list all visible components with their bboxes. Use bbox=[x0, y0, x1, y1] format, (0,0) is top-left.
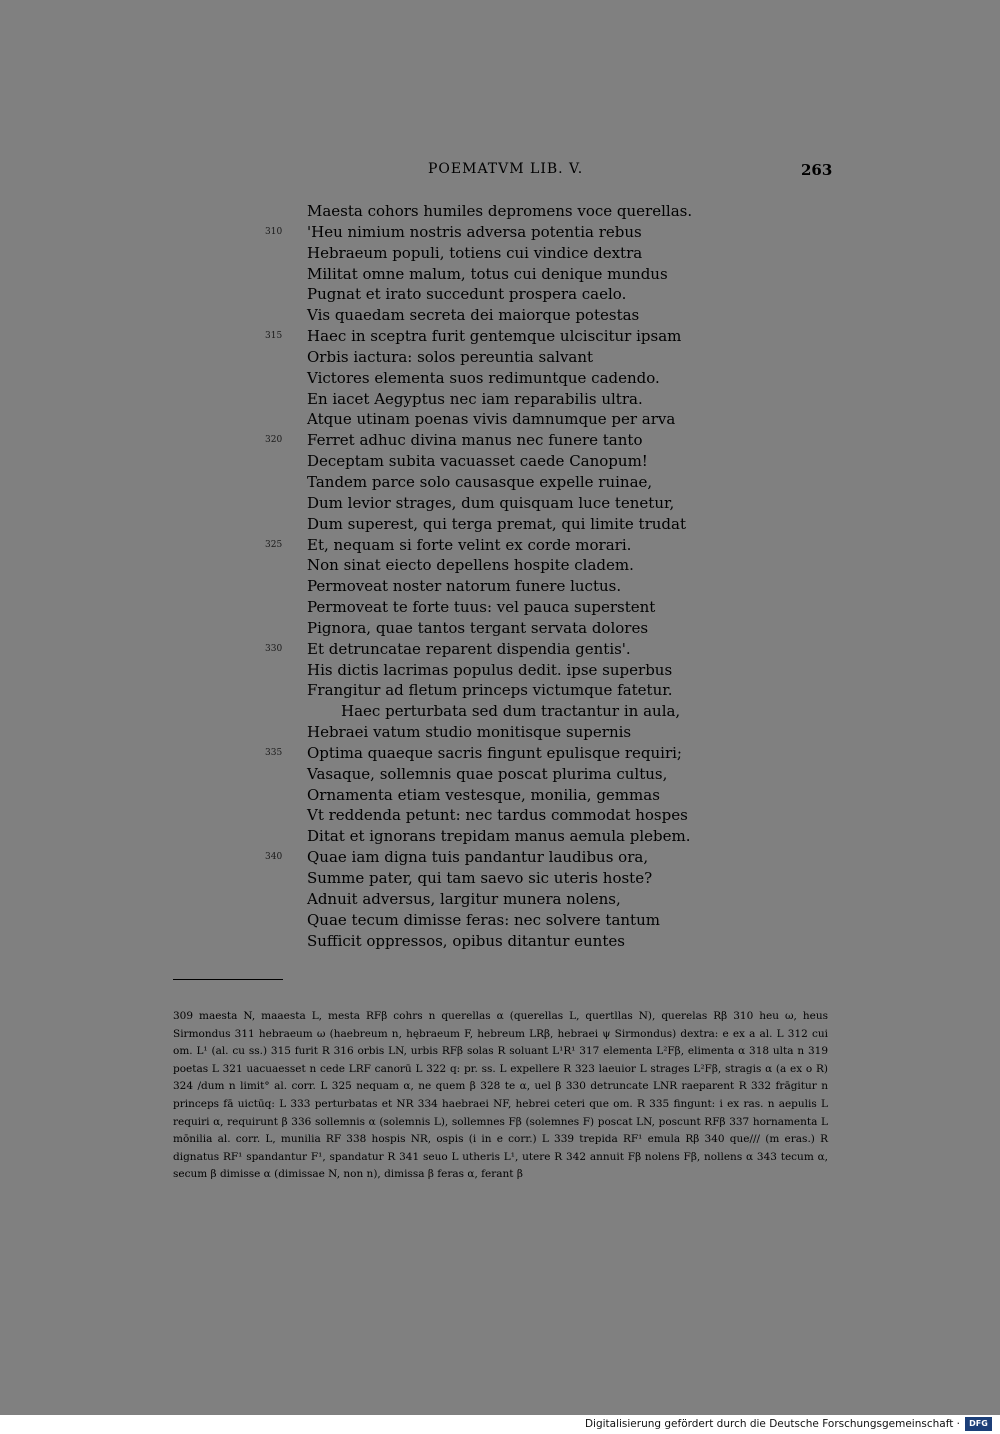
verse-line bbox=[307, 931, 727, 952]
verse-line bbox=[307, 472, 727, 493]
verse-line bbox=[307, 493, 727, 514]
line-number: 330 bbox=[265, 643, 283, 654]
verse-text: Quae iam digna tuis pandantur laudibus ora, bbox=[307, 848, 649, 867]
line-number: 315 bbox=[265, 331, 283, 342]
verse-line bbox=[307, 201, 727, 222]
verse-line bbox=[265, 743, 727, 764]
verse-line bbox=[265, 639, 727, 660]
verse-line bbox=[307, 826, 727, 847]
verse-line bbox=[307, 514, 727, 535]
verse-line bbox=[307, 305, 727, 326]
verse-text: Non sinat eiecto depellens hospite cladem. bbox=[307, 556, 634, 575]
verse-line bbox=[307, 264, 727, 285]
verse-text: En iacet Aegyptus nec iam reparabilis ultra. bbox=[307, 389, 643, 408]
verse-text: Ferret adhuc divina manus nec funere tanto bbox=[307, 431, 643, 450]
verse-line bbox=[307, 868, 727, 889]
verse-line bbox=[307, 618, 727, 639]
verse-line bbox=[307, 889, 727, 910]
verse-line bbox=[307, 243, 727, 264]
verse-text: Deceptam subita vacuasset caede Canopum! bbox=[307, 452, 648, 471]
verse-text: Et, nequam si forte velint ex corde morari. bbox=[307, 535, 632, 554]
credit-text: Digitalisierung gefördert durch die Deutsche Forschungsgemeinschaft · bbox=[584, 1418, 960, 1430]
verse-line bbox=[265, 222, 727, 243]
verse-text: Orbis iactura: solos pereuntia salvant bbox=[307, 347, 594, 366]
verse-line bbox=[307, 660, 727, 681]
verse-text: Vt reddenda petunt: nec tardus commodat hospes bbox=[307, 806, 688, 825]
verse-text: Pignora, quae tantos tergant servata dolores bbox=[307, 618, 649, 637]
page-number: 263 bbox=[801, 161, 833, 179]
verse-text: Dum levior strages, dum quisquam luce tenetur, bbox=[307, 493, 675, 512]
verse-text: Frangitur ad fletum princeps victumque fatetur. bbox=[307, 681, 673, 700]
verse-block bbox=[265, 201, 727, 951]
verse-line bbox=[307, 389, 727, 410]
verse-line bbox=[307, 597, 727, 618]
verse-text: Hebraeum populi, totiens cui vindice dextra bbox=[307, 243, 643, 262]
verse-text: Summe pater, qui tam saevo sic uteris hoste? bbox=[307, 869, 653, 887]
verse-text: Adnuit adversus, largitur munera nolens, bbox=[307, 889, 621, 908]
verse-line bbox=[307, 722, 727, 743]
verse-text: Tandem parce solo causasque expelle ruinae, bbox=[307, 472, 653, 491]
verse-line bbox=[307, 910, 727, 931]
verse-text: Ditat et ignorans trepidam manus aemula plebem. bbox=[307, 827, 691, 846]
line-number: 335 bbox=[265, 747, 283, 758]
verse-line bbox=[265, 847, 727, 868]
verse-line bbox=[265, 430, 727, 451]
verse-text: Haec perturbata sed dum tractantur in aula, bbox=[341, 702, 681, 721]
verse-line bbox=[307, 284, 727, 305]
credit-bar bbox=[0, 1415, 1000, 1434]
dfg-logo: DFG bbox=[965, 1417, 992, 1431]
verse-text: His dictis lacrimas populus dedit. ipse superbus bbox=[307, 660, 673, 679]
verse-line bbox=[307, 451, 727, 472]
critical-apparatus: 309 maesta N, maaesta L, mesta RFβ cohrs n querellas α (querellas L, quertllas N), querelas Rβ 310 heu ω, heus Sirmondus 311 hebraeum ω (haebreum n, hębraeum F, hebreum LRβ, hebraei ψ Sirmondus) dextra: e ex a al. L 312 cui om. L¹ (al. cu ss.) 315 furit R 316 orbis LN, urbis RFβ solas R soluant L¹R¹ 317 elementa L²Fβ, elimenta α 318 ulta n 319 poetas L 321 uacuaesset n cede LRF canorū L 322 q: pr. ss. L expellere R 323 laeuior L strages L²Fβ, stragis α (a ex o R) 324 /dum n limit° al. corr. L 325 nequam α, ne quem β 328 te α, uel β 330 detruncate LNR raeparent R 332 frāgitur n princeps fā uictūq: L 333 perturbatas et NR 334 haebraei NF, hebrei ceteri que om. R 335 fingunt: i ex ras. n aepulis L requiri α, requirunt β 336 sollemnis α (solemnis L), sollemnes Fβ (solemnes F) poscat LN, poscunt RFβ 337 hornamenta L mōnilia al. corr. L, munilia RF 338 hospis NR, ospis (i in e corr.) L 339 trepida RF¹ emula Rβ 340 que/// (m eras.) R dignatus RF¹ spandantur F¹, spandatur R 341 seuo L utheris L¹, utere R 342 annuit Fβ nolens Fβ, nollens α 343 tecum α, secum β dimisse α (dimissae N, non n), dimissa β feras α, ferant β bbox=[173, 1010, 828, 1181]
verse-line bbox=[307, 701, 727, 722]
page-header-title: POEMATVM LIB. V. bbox=[428, 161, 584, 177]
verse-text: Et detruncatae reparent dispendia gentis'. bbox=[307, 639, 631, 658]
verse-text: Permoveat noster natorum funere luctus. bbox=[307, 577, 622, 596]
verse-text: Permoveat te forte tuus: vel pauca superstent bbox=[307, 598, 656, 617]
line-number: 340 bbox=[265, 852, 283, 863]
verse-line bbox=[307, 555, 727, 576]
verse-text: Haec in sceptra furit gentemque ulciscitur ipsam bbox=[307, 327, 682, 346]
verse-text: Pugnat et irato succedunt prospera caelo. bbox=[307, 285, 627, 304]
verse-line bbox=[307, 368, 727, 389]
line-number: 310 bbox=[265, 226, 283, 237]
verse-line bbox=[265, 326, 727, 347]
verse-text: Vis quaedam secreta dei maiorque potestas bbox=[307, 306, 640, 325]
verse-text: Militat omne malum, totus cui denique mundus bbox=[307, 264, 668, 283]
verse-text: Dum superest, qui terga premat, qui limite trudat bbox=[307, 514, 686, 533]
verse-line bbox=[307, 805, 727, 826]
verse-line bbox=[307, 347, 727, 368]
verse-text: Victores elementa suos redimuntque cadendo. bbox=[307, 368, 660, 387]
verse-text: Quae tecum dimisse feras: nec solvere tantum bbox=[307, 910, 660, 929]
verse-line bbox=[265, 535, 727, 556]
verse-text: Vasaque, sollemnis quae poscat plurima cultus, bbox=[307, 764, 668, 783]
verse-line bbox=[307, 576, 727, 597]
verse-line bbox=[307, 764, 727, 785]
footnote-rule bbox=[173, 979, 283, 980]
line-number: 325 bbox=[265, 539, 283, 550]
verse-line bbox=[307, 409, 727, 430]
verse-text: Hebraei vatum studio monitisque supernis bbox=[307, 723, 632, 742]
line-number: 320 bbox=[265, 435, 283, 446]
verse-text: Maesta cohors humiles depromens voce querellas. bbox=[307, 202, 693, 220]
verse-text: 'Heu nimium nostris adversa potentia rebus bbox=[307, 222, 642, 241]
verse-text: Ornamenta etiam vestesque, monilia, gemmas bbox=[307, 785, 660, 804]
verse-line bbox=[307, 785, 727, 806]
verse-text: Optima quaeque sacris fingunt epulisque requiri; bbox=[307, 743, 682, 762]
verse-text: Sufficit oppressos, opibus ditantur euntes bbox=[307, 931, 625, 950]
verse-line bbox=[307, 680, 727, 701]
verse-text: Atque utinam poenas vivis damnumque per arva bbox=[307, 410, 676, 429]
